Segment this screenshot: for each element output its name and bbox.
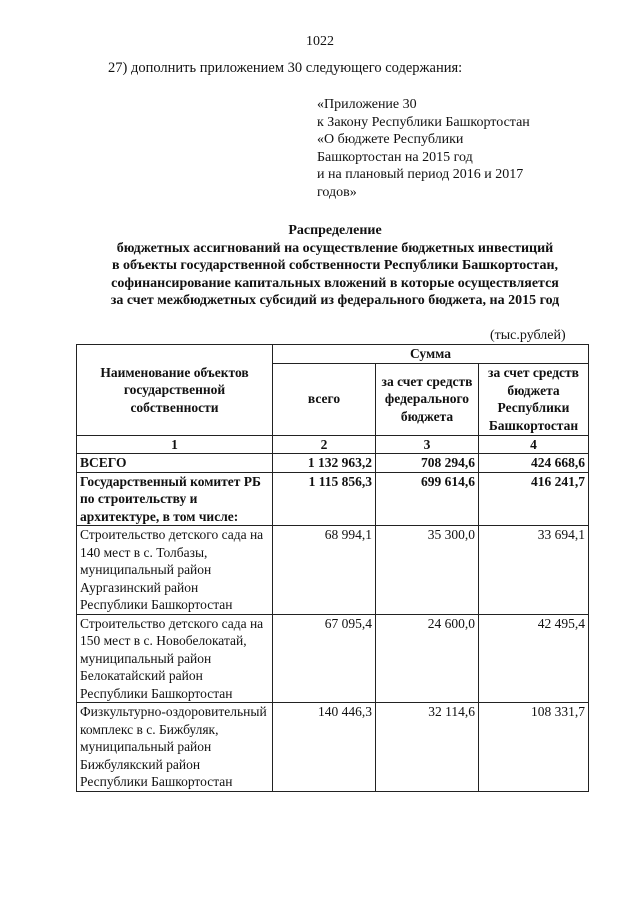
allocation-table [76,344,589,792]
table-row [77,472,589,526]
row-regional: 416 241,7 [479,472,589,526]
table-row [77,526,589,615]
row-total: 67 095,4 [273,614,376,703]
appendix-line: годов» [317,184,357,200]
appendix-line: к Закону Республики Башкортостан [317,114,530,130]
row-total: 1 132 963,2 [273,454,376,473]
row-regional: 42 495,4 [479,614,589,703]
row-federal: 699 614,6 [376,472,479,526]
document-title [60,222,610,310]
row-name: Строительство детского сада на 140 мест в с. Толбазы, муниципальный район Аургазинский район Республики Башкортостан [77,526,273,615]
column-number: 4 [479,435,589,454]
row-regional: 33 694,1 [479,526,589,615]
amendment-text: 27) дополнить приложением 30 следующего содержания: [108,60,463,76]
header-federal: за счет средств федерального бюджета [376,363,479,435]
table-row [77,614,589,703]
title-line: бюджетных ассигнований на осуществление бюджетных инвестиций [116,240,554,256]
row-total: 140 446,3 [273,703,376,792]
row-federal: 24 600,0 [376,614,479,703]
page-number: 1022 [306,34,334,49]
column-number: 2 [273,435,376,454]
title-line: за счет межбюджетных субсидий из федерального бюджета, на 2015 год [110,293,560,308]
header-object-name: Наименование объектов государственной собственности [77,345,273,436]
row-total: 68 994,1 [273,526,376,615]
row-regional: 424 668,6 [479,454,589,473]
appendix-line: и на плановый период 2016 и 2017 [317,167,524,182]
row-federal: 32 114,6 [376,703,479,792]
title-line: Распределение [288,223,382,238]
table-row [77,703,589,792]
row-total: 1 115 856,3 [273,472,376,526]
row-name: Строительство детского сада на 150 мест в с. Новобелокатай, муниципальный район Белокатайский район Республики Башкортостан [77,614,273,703]
header-regional: за счет средств бюджета Республики Башкортостан [479,363,589,435]
row-name: ВСЕГО [77,454,273,473]
table-row [77,454,589,473]
title-line: в объекты государственной собственности Республики Башкортостан, [111,258,559,273]
appendix-line: Башкортостан на 2015 год [317,149,473,165]
appendix-line: «О бюджете Республики [317,132,464,147]
row-federal: 35 300,0 [376,526,479,615]
column-number: 1 [77,435,273,454]
title-line: софинансирование капитальных вложений в которые осуществляется [111,275,559,291]
row-name: Государственный комитет РБ по строительству и архитектуре, в том числе: [77,472,273,526]
appendix-block [317,96,530,201]
row-federal: 708 294,6 [376,454,479,473]
header-total: всего [273,363,376,435]
row-regional: 108 331,7 [479,703,589,792]
header-sum: Сумма [273,345,589,364]
appendix-line: «Приложение 30 [317,97,417,112]
column-number: 3 [376,435,479,454]
row-name: Физкультурно-оздоровительный комплекс в с. Бижбуляк, муниципальный район Бижбулякский район Республики Башкортостан [77,703,273,792]
units-label: (тыс.рублей) [490,328,566,343]
